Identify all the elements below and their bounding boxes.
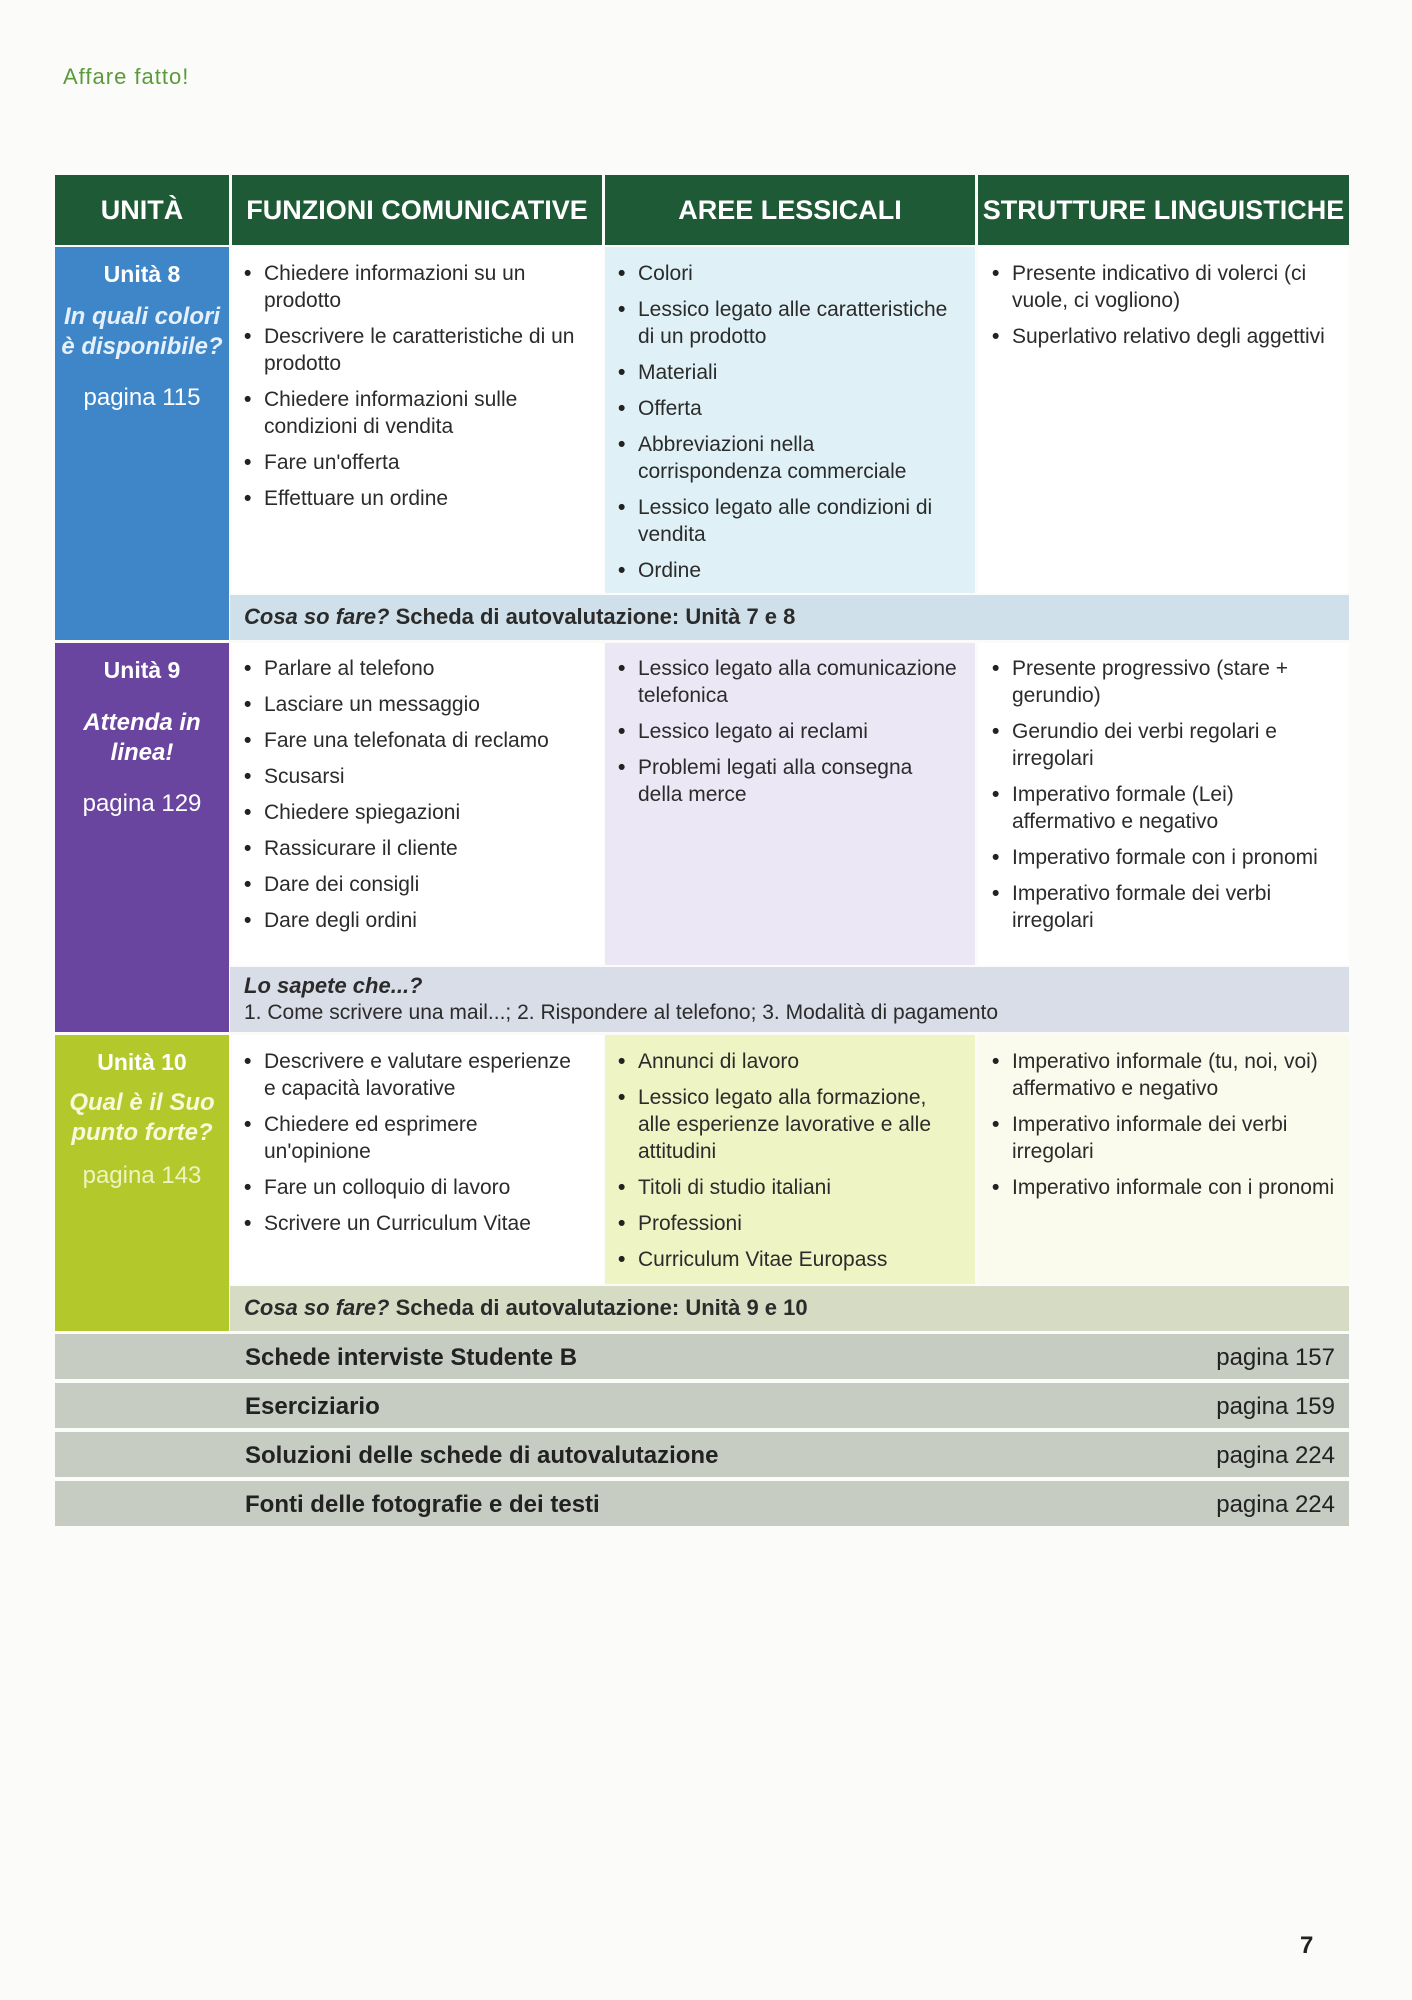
- section-row: [55, 1481, 1349, 1526]
- unit-number: Unità 9: [103, 657, 181, 683]
- unit-8-cell: [55, 247, 229, 640]
- header-lexical: AREE LESSICALI: [605, 175, 975, 245]
- unit-8-lexical: [616, 260, 961, 593]
- unit-9-structures: [990, 655, 1335, 943]
- list-item: • Effettuare un ordine: [242, 485, 582, 512]
- unit-9-lexical: [616, 655, 961, 817]
- list-item: • Dare dei consigli: [242, 871, 582, 898]
- list-item: • Chiedere spiegazioni: [242, 799, 582, 826]
- list-item: • Presente indicativo di volerci (ci vuole, ci vogliono): [990, 260, 1335, 314]
- list-item: • Curriculum Vitae Europass: [616, 1246, 961, 1273]
- section-title: Eserciziario: [245, 1393, 380, 1420]
- section-title: Fonti delle fotografie e dei testi: [245, 1491, 600, 1518]
- header-functions: FUNZIONI COMUNICATIVE: [232, 175, 602, 245]
- list-item: • Presente progressivo (stare + gerundio): [990, 655, 1335, 709]
- list-item: • Imperativo informale dei verbi irregolari: [990, 1111, 1335, 1165]
- band-text: 1. Come scrivere una mail...; 2. Rispondere al telefono; 3. Modalità di pagamento: [244, 1001, 999, 1024]
- list-item: • Fare un colloquio di lavoro: [242, 1174, 582, 1201]
- band-text: Scheda di autovalutazione: Unità 7 e 8: [389, 604, 796, 629]
- list-item: • Scrivere un Curriculum Vitae: [242, 1210, 582, 1237]
- band-text: Scheda di autovalutazione: Unità 9 e 10: [389, 1295, 808, 1320]
- band-italic: Cosa so fare?: [244, 1295, 390, 1320]
- list-item: • Professioni: [616, 1210, 961, 1237]
- list-item: • Imperativo informale con i pronomi: [990, 1174, 1335, 1201]
- list-item: • Offerta: [616, 395, 961, 422]
- unit-10-cell: [55, 1035, 229, 1331]
- list-item: • Lessico legato alle caratteristiche di un prodotto: [616, 296, 961, 350]
- unit-title: Qual è il Suo punto forte?: [69, 1089, 215, 1146]
- list-item: • Chiedere ed esprimere un'opinione: [242, 1111, 582, 1165]
- band-italic: Cosa so fare?: [244, 604, 390, 629]
- list-item: • Problemi legati alla consegna della merce: [616, 754, 961, 808]
- list-item: • Gerundio dei verbi regolari e irregolari: [990, 718, 1335, 772]
- list-item: • Materiali: [616, 359, 961, 386]
- unit-page: pagina 143: [82, 1162, 202, 1189]
- list-item: • Imperativo informale (tu, noi, voi) affermativo e negativo: [990, 1048, 1335, 1102]
- list-item: • Lessico legato ai reclami: [616, 718, 961, 745]
- list-item: • Lessico legato alla comunicazione telefonica: [616, 655, 961, 709]
- list-item: • Ordine: [616, 557, 961, 584]
- section-row: [55, 1334, 1349, 1379]
- list-item: • Abbreviazioni nella corrispondenza commerciale: [616, 431, 961, 485]
- list-item: • Imperativo formale con i pronomi: [990, 844, 1335, 871]
- list-item: • Scusarsi: [242, 763, 582, 790]
- section-title: Schede interviste Studente B: [245, 1344, 578, 1371]
- unit-10-band: [230, 1286, 1349, 1331]
- list-item: • Imperativo formale dei verbi irregolari: [990, 880, 1335, 934]
- unit-9-functions: [242, 655, 582, 943]
- list-item: • Chiedere informazioni sulle condizioni di vendita: [242, 386, 582, 440]
- running-header: Affare fatto!: [63, 64, 190, 89]
- list-item: • Parlare al telefono: [242, 655, 582, 682]
- list-item: • Lessico legato alle condizioni di vendita: [616, 494, 961, 548]
- list-item: • Titoli di studio italiani: [616, 1174, 961, 1201]
- page-number: 7: [1300, 1932, 1314, 1959]
- list-item: • Chiedere informazioni su un prodotto: [242, 260, 582, 314]
- unit-9-band: [230, 967, 1349, 1032]
- section-page: pagina 157: [1216, 1344, 1335, 1371]
- unit-10-lexical: [616, 1048, 961, 1282]
- section-row: [55, 1383, 1349, 1428]
- unit-title: Attenda in linea!: [83, 709, 201, 766]
- list-item: • Dare degli ordini: [242, 907, 582, 934]
- list-item: • Rassicurare il cliente: [242, 835, 582, 862]
- section-title: Soluzioni delle schede di autovalutazione: [245, 1442, 719, 1469]
- list-item: • Annunci di lavoro: [616, 1048, 961, 1075]
- header-structures: STRUTTURE LINGUISTICHE: [978, 175, 1349, 245]
- list-item: • Fare una telefonata di reclamo: [242, 727, 582, 754]
- list-item: • Descrivere e valutare esperienze e capacità lavorative: [242, 1048, 582, 1102]
- unit-8-functions: [242, 260, 582, 521]
- list-item: • Descrivere le caratteristiche di un prodotto: [242, 323, 582, 377]
- unit-page: pagina 129: [82, 790, 202, 817]
- header-unit: UNITÀ: [55, 175, 229, 245]
- unit-number: Unità 8: [103, 261, 181, 287]
- unit-page: pagina 115: [83, 384, 201, 411]
- unit-8-band: [230, 595, 1349, 640]
- unit-10-functions: [242, 1048, 582, 1246]
- unit-title: In quali colori è disponibile?: [61, 303, 223, 360]
- list-item: • Colori: [616, 260, 961, 287]
- list-item: • Fare un'offerta: [242, 449, 582, 476]
- list-item: • Lasciare un messaggio: [242, 691, 582, 718]
- list-item: • Lessico legato alla formazione, alle esperienze lavorative e alle attitudini: [616, 1084, 961, 1165]
- list-item: • Superlativo relativo degli aggettivi: [990, 323, 1335, 350]
- unit-9-cell: [55, 643, 229, 1032]
- unit-10-structures: [990, 1048, 1335, 1210]
- unit-8-structures: [990, 260, 1335, 359]
- section-page: pagina 224: [1216, 1442, 1335, 1469]
- section-row: [55, 1432, 1349, 1477]
- section-page: pagina 224: [1216, 1491, 1335, 1518]
- unit-number: Unità 10: [97, 1049, 187, 1075]
- section-page: pagina 159: [1216, 1393, 1335, 1420]
- band-italic: Lo sapete che...?: [244, 973, 423, 998]
- list-item: • Imperativo formale (Lei) affermativo e negativo: [990, 781, 1335, 835]
